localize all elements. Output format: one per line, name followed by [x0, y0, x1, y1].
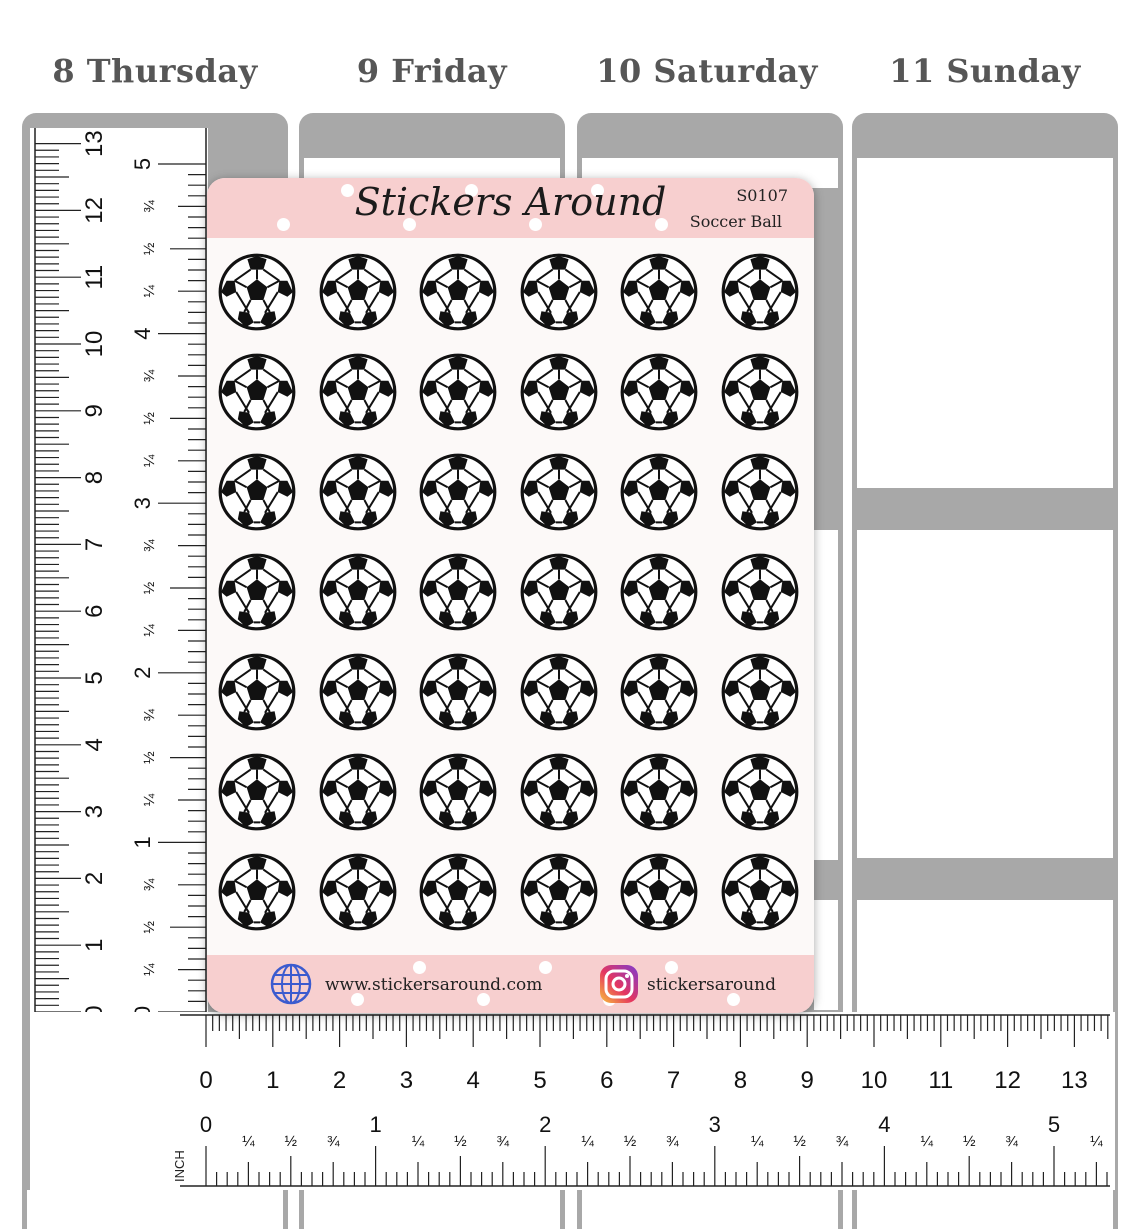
ruler-fraction: ¾	[141, 708, 158, 722]
soccer-ball-sticker	[720, 552, 800, 632]
soccer-ball-sticker	[217, 252, 297, 332]
planner-box	[27, 1190, 283, 1229]
ruler-fraction: ½	[141, 751, 158, 764]
planner-box	[582, 1190, 838, 1229]
ruler-cm-number: 12	[994, 1067, 1021, 1094]
planner-box	[304, 1190, 560, 1229]
ruler-cm-number: 7	[81, 537, 108, 552]
ruler-fraction: ½	[793, 1133, 806, 1150]
ruler-cm-number: 6	[600, 1067, 614, 1094]
sheet-footer-band	[207, 955, 814, 1013]
ruler-inch-number: 4	[878, 1112, 891, 1137]
ruler-inch-number: 3	[708, 1112, 721, 1137]
horizontal-ruler	[30, 1012, 1115, 1190]
soccer-ball-sticker	[318, 452, 398, 532]
ruler-cm-number: 0	[199, 1067, 213, 1094]
ruler-fraction: ½	[141, 412, 158, 425]
soccer-ball-sticker	[519, 752, 599, 832]
soccer-ball-sticker	[217, 752, 297, 832]
soccer-ball-sticker	[418, 352, 498, 432]
soccer-ball-sticker	[318, 552, 398, 632]
ruler-fraction: ¼	[750, 1133, 764, 1150]
soccer-ball-sticker	[619, 652, 699, 732]
soccer-ball-sticker	[418, 252, 498, 332]
soccer-ball-sticker	[217, 352, 297, 432]
soccer-ball-sticker	[318, 352, 398, 432]
ruler-fraction: ½	[284, 1133, 298, 1150]
ruler-cm-number: 13	[1061, 1067, 1088, 1094]
soccer-ball-sticker	[720, 352, 800, 432]
ruler-fraction: ¾	[141, 539, 158, 552]
ruler-cm-number: 1	[81, 938, 108, 952]
ruler-fraction: ¼	[141, 454, 158, 468]
horizontal-ruler-inch-label: INCH	[172, 1150, 187, 1182]
soccer-ball-sticker	[720, 752, 800, 832]
ruler-fraction: ½	[623, 1133, 637, 1150]
ruler-fraction: ¼	[1090, 1133, 1103, 1150]
soccer-ball-sticker	[418, 652, 498, 732]
sheet-header-band	[207, 178, 814, 238]
ruler-fraction: ¼	[141, 793, 158, 807]
soccer-ball-sticker	[720, 652, 800, 732]
website-link[interactable]: www.stickersaround.com	[325, 975, 543, 995]
soccer-ball-sticker	[519, 552, 599, 632]
ruler-cm-number: 3	[399, 1067, 414, 1094]
planner-box	[857, 530, 1113, 858]
soccer-ball-sticker	[619, 252, 699, 332]
planner-box	[814, 530, 838, 860]
soccer-ball-sticker	[217, 552, 297, 632]
planner-box	[857, 158, 1113, 488]
ruler-fraction: ¼	[141, 624, 158, 637]
soccer-ball-sticker	[519, 352, 599, 432]
soccer-ball-sticker	[318, 252, 398, 332]
soccer-ball-sticker	[519, 452, 599, 532]
planner-box	[814, 900, 838, 1010]
ruler-cm-number: 9	[800, 1067, 814, 1094]
ruler-cm-number: 7	[666, 1067, 681, 1094]
ruler-cm-number: 6	[81, 604, 108, 618]
ruler-fraction: ¼	[242, 1133, 255, 1150]
ruler-fraction: ¾	[666, 1133, 679, 1150]
soccer-ball-sticker	[519, 252, 599, 332]
soccer-ball-sticker	[519, 652, 599, 732]
instagram-icon	[598, 963, 640, 1005]
soccer-ball-sticker	[619, 452, 699, 532]
ruler-inch-number: 5	[130, 157, 155, 171]
day-header-sunday: 11 Sunday	[889, 52, 1081, 90]
ruler-fraction: ¾	[141, 200, 158, 213]
soccer-ball-sticker	[418, 852, 498, 932]
ruler-fraction: ¼	[141, 963, 158, 976]
ruler-cm-number: 8	[733, 1067, 748, 1094]
ruler-fraction: ½	[141, 581, 158, 595]
day-header-friday: 9 Friday	[356, 52, 508, 90]
ruler-inch-number: 1	[369, 1112, 382, 1137]
ruler-inch-number: 0	[199, 1112, 213, 1137]
soccer-ball-sticker	[318, 752, 398, 832]
ruler-fraction: ¼	[581, 1133, 594, 1150]
ruler-cm-number: 10	[860, 1067, 888, 1094]
soccer-ball-sticker	[217, 852, 297, 932]
vertical-ruler	[30, 128, 208, 1018]
sticker-sheet	[207, 178, 814, 1013]
soccer-ball-sticker	[619, 552, 699, 632]
polka-dot	[665, 961, 678, 974]
ruler-cm-number: 11	[928, 1067, 954, 1094]
instagram-handle[interactable]: stickersaround	[647, 975, 777, 995]
soccer-ball-sticker	[318, 852, 398, 932]
ruler-cm-number: 1	[266, 1067, 280, 1094]
brand-title: Stickers Around	[354, 180, 667, 224]
ruler-cm-number: 4	[81, 738, 108, 752]
ruler-inch-number: 3	[130, 497, 155, 510]
ruler-cm-number: 2	[332, 1067, 347, 1094]
ruler-inch-number: 2	[130, 666, 155, 679]
globe-icon	[269, 962, 313, 1006]
ruler-fraction: ½	[141, 920, 158, 934]
ruler-inch-number: 4	[130, 327, 155, 340]
ruler-cm-number: 9	[81, 404, 108, 418]
ruler-cm-number: 13	[81, 130, 108, 157]
ruler-cm-number: 4	[466, 1067, 480, 1094]
ruler-fraction: ¼	[411, 1133, 425, 1150]
soccer-ball-sticker	[418, 552, 498, 632]
product-theme: Soccer Ball	[689, 212, 782, 231]
ruler-fraction: ¼	[141, 284, 158, 298]
ruler-fraction: ¾	[141, 878, 158, 892]
ruler-inch-number: 5	[1047, 1112, 1061, 1137]
ruler-fraction: ¾	[835, 1133, 849, 1150]
day-header-thursday: 8 Thursday	[52, 52, 258, 90]
ruler-inch-number: 1	[130, 836, 155, 849]
soccer-ball-sticker	[619, 752, 699, 832]
ruler-cm-number: 11	[81, 264, 108, 290]
ruler-cm-number: 12	[81, 197, 108, 224]
soccer-ball-sticker	[619, 352, 699, 432]
ruler-fraction: ¼	[920, 1133, 934, 1150]
soccer-ball-sticker	[720, 852, 800, 932]
ruler-cm-number: 5	[81, 671, 108, 685]
polka-dot	[413, 961, 426, 974]
ruler-fraction: ¾	[326, 1133, 340, 1150]
soccer-ball-sticker	[720, 452, 800, 532]
day-header-saturday: 10 Saturday	[596, 52, 818, 90]
soccer-ball-sticker	[418, 752, 498, 832]
ruler-cm-number: 10	[81, 330, 108, 358]
soccer-ball-sticker	[217, 452, 297, 532]
ruler-cm-number: 8	[81, 470, 108, 485]
soccer-ball-sticker	[217, 652, 297, 732]
ruler-cm-number: 5	[533, 1067, 547, 1094]
ruler-fraction: ¾	[141, 369, 158, 383]
soccer-ball-sticker	[619, 852, 699, 932]
ruler-fraction: ¾	[1005, 1133, 1018, 1150]
ruler-fraction: ½	[962, 1133, 976, 1150]
ruler-cm-number: 2	[81, 871, 108, 886]
soccer-ball-sticker	[318, 652, 398, 732]
soccer-ball-sticker	[418, 452, 498, 532]
soccer-ball-sticker	[720, 252, 800, 332]
product-code: S0107	[736, 186, 788, 205]
ruler-fraction: ¾	[496, 1133, 510, 1150]
ruler-fraction: ½	[141, 242, 158, 256]
ruler-inch-number: 2	[539, 1112, 552, 1137]
ruler-fraction: ½	[454, 1133, 467, 1150]
soccer-ball-sticker	[519, 852, 599, 932]
ruler-cm-number: 3	[81, 804, 108, 819]
polka-dot	[539, 961, 552, 974]
